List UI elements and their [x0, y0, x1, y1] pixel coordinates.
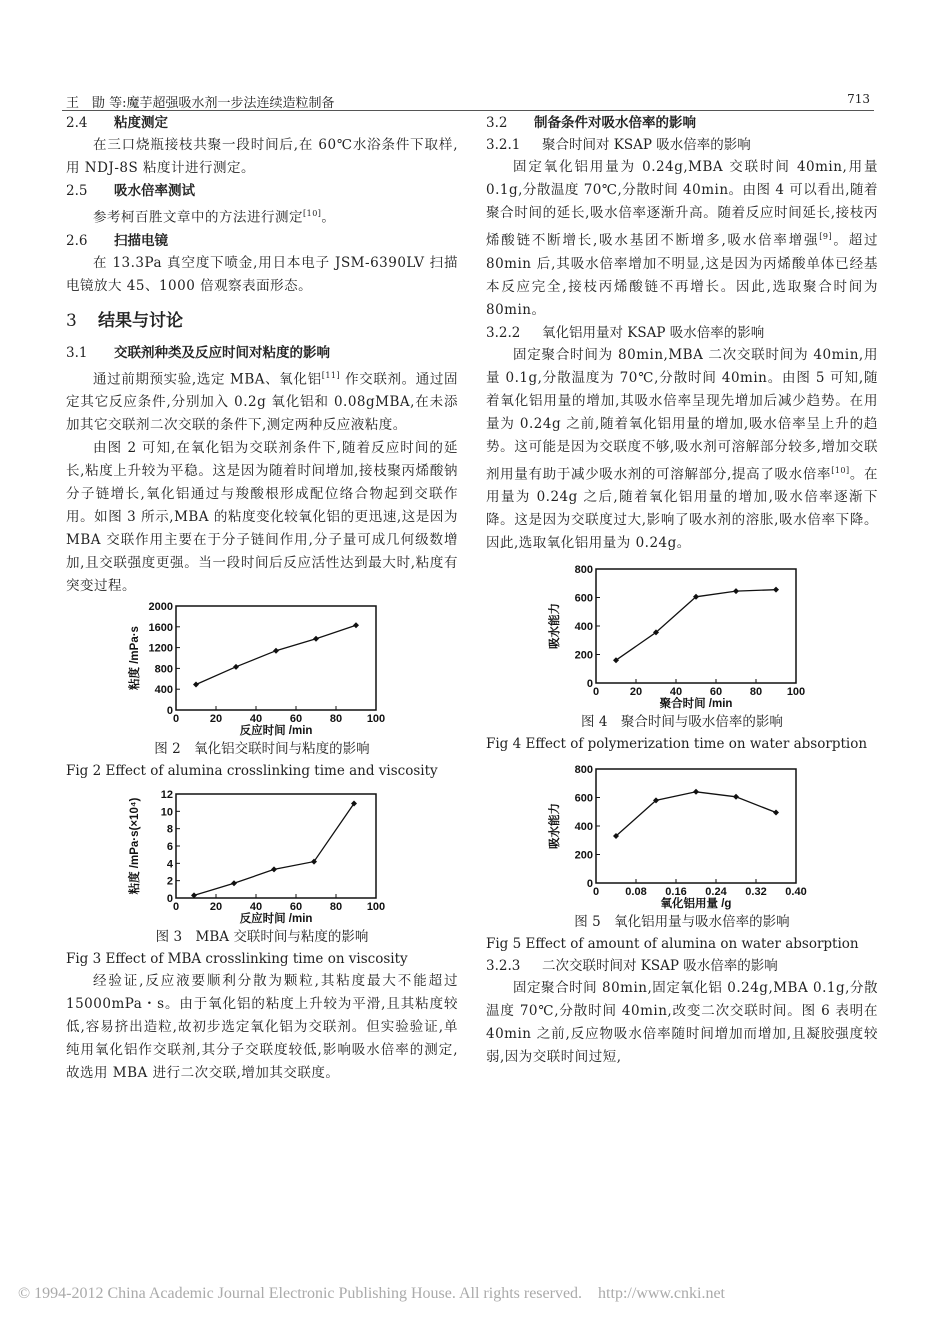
chart-fig3 — [66, 786, 458, 926]
y-tick-label: 1600 — [148, 621, 173, 634]
x-tick-label: 60 — [289, 713, 303, 725]
data-point — [271, 866, 277, 872]
y-tick-label: 600 — [574, 592, 593, 605]
y-tick-label: 0 — [166, 705, 173, 717]
section-title: 交联剂种类及反应时间对粘度的影响 — [114, 344, 330, 361]
data-point — [273, 648, 279, 654]
x-tick-label: 40 — [249, 901, 263, 913]
plot-frame — [596, 569, 796, 683]
series-line — [194, 804, 354, 896]
x-tick-label: 0 — [172, 901, 180, 913]
citation: [9] — [819, 232, 833, 241]
figure-caption-cn: 图 3 MBA 交联时间与粘度的影响 — [155, 929, 369, 945]
y-tick-label: 400 — [154, 684, 173, 697]
y-tick-label: 800 — [574, 564, 593, 576]
paragraph — [486, 344, 878, 556]
paragraph: 由图 2 可知,在氧化铝为交联剂条件下,随着反应时间的延长,粘度上升较为平稳。这是因为随着时间增加,接枝聚丙烯酸钠分子链增长,氧化铝通过与羧酸根形成配位络合物起到交联作用。如图 3 所示,MBA 的粘度变化较氧化铝的更迅速,这是因为 MBA 交联作用主要在于分子链间作用,分子量可成几何级数增加,且交联强度更强。当一段时间后反应活性达到最大时,粘度有突变过程。 — [66, 440, 458, 594]
section-title: 粘度测定 — [114, 115, 168, 131]
paragraph: 在 13.3Pa 真空度下喷金,用日本电子 JSM-6390LV 扫描电镜放大 45、1000 倍观察表面形态。 — [66, 254, 458, 294]
section-number: 2.6 — [66, 232, 88, 249]
y-tick-label: 200 — [574, 649, 593, 662]
y-tick-label: 800 — [574, 764, 593, 776]
paragraph: 在三口烧瓶接枝共聚一段时间后,在 60℃水浴条件下取样,用 NDJ-8S 粘度计进行测定。 — [66, 137, 458, 176]
figure-caption-cn: 图 2 氧化铝交联时间与粘度的影响 — [154, 741, 370, 757]
figure-caption-cn: 图 4 聚合时间与吸水倍率的影响 — [581, 714, 783, 730]
y-axis-label: 粘度 /mPa·s — [129, 626, 141, 690]
y-axis-label: 粘度 /mPa·s(×10⁴) — [129, 797, 141, 895]
subsection-heading — [486, 955, 878, 977]
section-title: 吸水倍率测试 — [114, 183, 195, 199]
left-column — [66, 112, 458, 1085]
y-tick-label: 2000 — [148, 601, 173, 613]
subsection-heading — [486, 322, 878, 344]
data-point — [193, 682, 199, 688]
citation: [11] — [321, 370, 341, 380]
section-heading — [66, 112, 458, 134]
paragraph — [66, 364, 458, 438]
paragraph-text: 作交联剂。通过固定其它反应条件,分别加入 0.2g 氧化铝和 0.08gMBA,在未添加其它交联剂二次交联的条件下,测定两种反应液粘度。 — [66, 371, 458, 433]
data-point — [233, 664, 239, 670]
y-tick-label: 1200 — [148, 642, 173, 655]
x-tick-label: 60 — [709, 686, 723, 698]
figure-caption-en: Fig 5 Effect of amount of alumina on water absorption — [486, 936, 859, 952]
x-tick-label: 0.08 — [625, 886, 647, 898]
x-axis-label: 反应时间 /min — [239, 725, 313, 737]
data-point — [773, 809, 779, 815]
paragraph-text: 。超过 80min 后,其吸水倍率增加不明显,这是因为丙烯酸单体已经基本反应完全,接枝丙烯酸链不再增长。因此,选取聚合时间为 80min。 — [486, 232, 878, 318]
right-column — [486, 112, 878, 1069]
section-heading — [66, 342, 458, 364]
x-tick-label: 0 — [172, 713, 180, 725]
series-line — [196, 625, 356, 684]
data-point — [693, 789, 699, 795]
paragraph-text: 固定氧化铝用量为 0.24g,MBA 交联时间 40min,用量 0.1g,分散温度 70℃,分散时间 40min。由图 4 可以看出,随着聚合时间的延长,吸水倍率逐渐升高。随着反应时间延长,接枝丙烯酸链不断增长,吸水基团不断增多,吸水倍率增强 — [486, 159, 879, 249]
y-axis-label: 吸水能力 — [549, 603, 561, 649]
section-title: 扫描电镜 — [114, 232, 168, 249]
x-tick-label: 100 — [366, 713, 386, 725]
paragraph-text: 通过前期预实验,选定 MBA、氧化铝 — [93, 371, 322, 387]
y-tick-label: 0 — [586, 878, 593, 890]
x-tick-label: 20 — [209, 901, 223, 913]
paragraph-text: 。在用量为 0.24g 之后,随着氧化铝用量的增加,吸水倍率逐渐下降。这是因为交联度过大,影响了吸水剂的溶胀,吸水倍率下降。因此,选取氧化铝用量为 0.24g。 — [486, 466, 878, 551]
section-number: 3.2.1 — [486, 137, 521, 153]
section-title: 二次交联时间对 KSAP 吸水倍率的影响 — [542, 958, 778, 974]
x-axis-label: 反应时间 /min — [239, 913, 313, 925]
section-title: 结果与讨论 — [98, 310, 183, 331]
data-point — [773, 587, 779, 593]
plot-frame — [176, 606, 376, 710]
x-tick-label: 80 — [329, 901, 343, 913]
x-axis-label: 聚合时间 /min — [659, 698, 733, 710]
running-title: 王 勖 等:魔芋超强吸水剂一步法连续造粒制备 — [66, 96, 335, 111]
y-tick-label: 200 — [574, 849, 593, 862]
x-tick-label: 0 — [592, 886, 600, 898]
paragraph-text: 固定聚合时间为 80min,MBA 二次交联时间为 40min,用量 0.1g,分散温度为 70℃,分散时间 40min。由图 5 可知,随着氧化铝用量的增加,其吸水倍率呈现先增加后减少趋势。在用量为 0.24g 之前,随着氧化铝用量的增加,吸水倍率呈上升的趋势。这可能是因为交联度不够,吸水剂可溶解部分较多,增加交联剂用量有助于减少吸水剂的可溶解部分,提高了吸水倍率 — [486, 346, 878, 482]
figure-caption-en: Fig 2 Effect of alumina crosslinking time and viscosity — [66, 763, 438, 779]
section-number: 3 — [66, 310, 77, 331]
x-tick-label: 100 — [786, 686, 806, 698]
x-tick-label: 0.40 — [785, 886, 807, 898]
x-tick-label: 40 — [669, 686, 683, 698]
paragraph-text: 参考柯百胜文章中的方法进行测定 — [93, 209, 303, 226]
section-number: 3.2.3 — [486, 958, 521, 974]
x-tick-label: 0.32 — [745, 886, 767, 898]
section-title: 氧化铝用量对 KSAP 吸水倍率的影响 — [542, 324, 765, 341]
figure-caption-en: Fig 3 Effect of MBA crosslinking time on viscosity — [66, 951, 408, 967]
x-tick-label: 40 — [249, 713, 263, 725]
y-tick-label: 800 — [154, 663, 173, 676]
data-point — [733, 794, 739, 800]
section-number: 3.1 — [66, 344, 88, 361]
x-tick-label: 0.16 — [665, 886, 687, 898]
y-tick-label: 4 — [166, 858, 173, 871]
y-tick-label: 10 — [160, 806, 173, 819]
figure-2 — [66, 598, 458, 782]
series-line — [616, 792, 776, 836]
series-line — [616, 590, 776, 661]
section-title: 制备条件对吸水倍率的影响 — [534, 115, 696, 131]
figure-5 — [486, 761, 878, 955]
y-axis-label: 吸水能力 — [549, 803, 561, 849]
section-title: 聚合时间对 KSAP 吸水倍率的影响 — [542, 137, 751, 153]
running-header — [62, 92, 874, 111]
x-tick-label: 0 — [592, 686, 600, 698]
subsection-heading — [486, 134, 878, 156]
x-tick-label: 20 — [629, 686, 643, 698]
y-tick-label: 12 — [160, 789, 173, 801]
plot-frame — [176, 794, 376, 898]
x-axis-label: 氧化铝用量 /g — [660, 898, 732, 910]
figure-caption-cn: 图 5 氧化铝用量与吸水倍率的影响 — [574, 914, 790, 930]
x-tick-label: 20 — [209, 713, 223, 725]
y-tick-label: 2 — [166, 875, 173, 888]
data-point — [353, 622, 359, 628]
copyright-footer: © 1994-2012 China Academic Journal Electronic Publishing House. All rights reserved. http://www.cnki.net — [18, 1285, 725, 1302]
y-tick-label: 600 — [574, 792, 593, 805]
y-tick-label: 0 — [166, 893, 173, 905]
data-point — [231, 880, 237, 886]
chart-fig2 — [66, 598, 458, 738]
section-heading — [66, 180, 458, 202]
x-tick-label: 80 — [749, 686, 763, 698]
figure-3 — [66, 786, 458, 970]
chart-fig4 — [486, 561, 878, 711]
section-number: 2.4 — [66, 115, 88, 131]
citation: [10] — [303, 209, 322, 218]
plot-frame — [596, 769, 796, 883]
section-heading — [486, 112, 878, 134]
y-tick-label: 400 — [574, 621, 593, 633]
paragraph-text: 。 — [321, 209, 336, 226]
section-number: 2.5 — [66, 183, 88, 199]
paragraph — [66, 202, 458, 230]
chapter-heading — [66, 308, 458, 334]
section-heading — [66, 230, 458, 252]
paragraph — [486, 156, 878, 322]
figure-caption-en: Fig 4 Effect of polymerization time on water absorption — [486, 736, 868, 752]
section-number: 3.2.2 — [486, 324, 521, 341]
section-number: 3.2 — [486, 115, 508, 131]
x-tick-label: 0.24 — [705, 886, 727, 898]
page-number: 713 — [847, 92, 870, 106]
data-point — [313, 636, 319, 642]
x-tick-label: 60 — [289, 901, 303, 913]
y-tick-label: 8 — [166, 823, 173, 836]
y-tick-label: 400 — [574, 821, 593, 833]
data-point — [733, 588, 739, 594]
y-tick-label: 6 — [166, 841, 173, 853]
figure-4 — [486, 561, 878, 755]
x-tick-label: 100 — [366, 901, 386, 913]
paragraph: 经验证,反应液要顺利分散为颗粒,其粘度最大不能超过 15000mPa・s。由于氧化铝的粘度上升较为平滑,且其粘度较低,容易挤出造粒,故初步选定氧化铝为交联剂。但实验验证,单纯用氧化铝作交联剂,其分子交联度较低,影响吸水倍率的测定,故选用 MBA 进行二次交联,增加其交联度。 — [66, 973, 458, 1081]
y-tick-label: 0 — [586, 678, 593, 690]
citation: [10] — [831, 465, 850, 475]
x-tick-label: 80 — [329, 713, 343, 725]
chart-fig5 — [486, 761, 878, 911]
paragraph: 固定聚合时间 80min,固定氧化铝 0.24g,MBA 0.1g,分散温度 70℃,分散时间 40min,改变二次交联时间。图 6 表明在 40min 之前,反应物吸水倍率随时间增加而增加,且凝胶强度较弱,因为交联时间过短, — [486, 980, 878, 1065]
